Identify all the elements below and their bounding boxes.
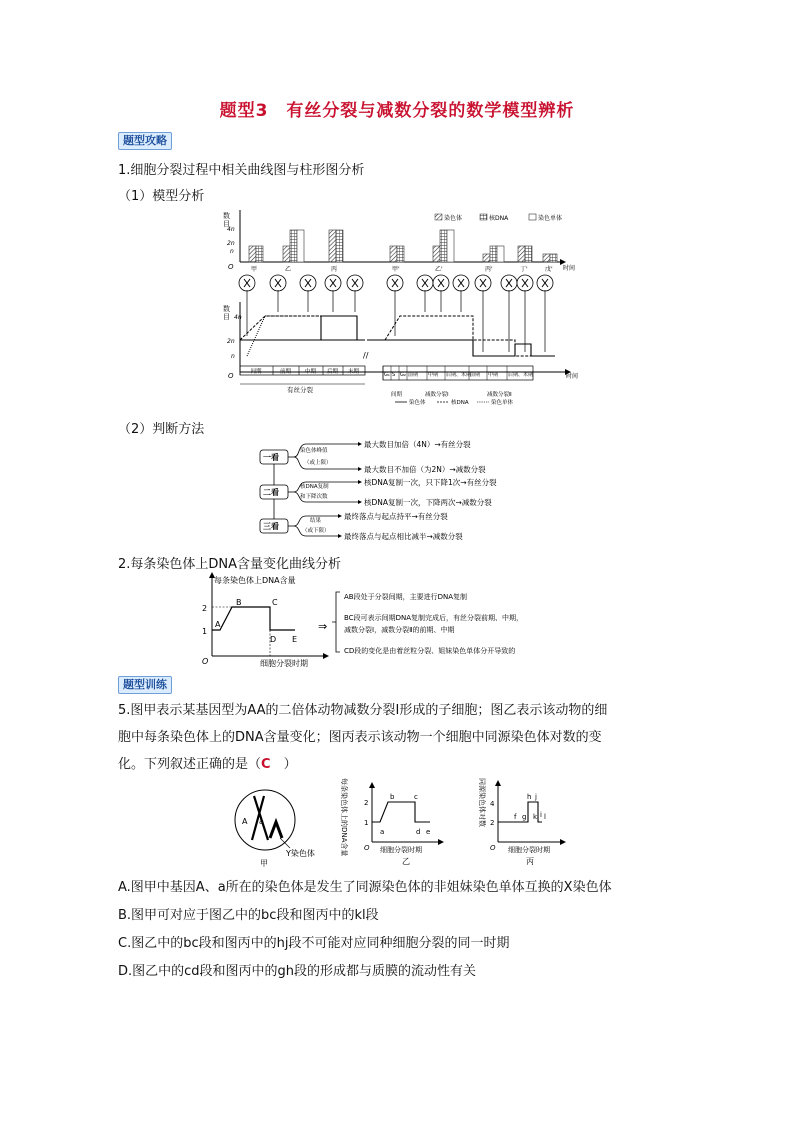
cell-pointer-lines [247, 290, 545, 352]
bing-pt-j: j [535, 793, 537, 801]
meiosis-phase-7: 中期 [488, 372, 499, 378]
fig3-origin: O [202, 657, 209, 666]
bar-label-7: 戊' [545, 266, 553, 273]
rule3: 核DNA复制一次，只下降1次→有丝分裂 [364, 478, 497, 487]
bar-5-2 [497, 246, 504, 262]
meiosis-phase-6: 前期 [470, 372, 481, 378]
bing-ylabel: 同源染色体对数 [478, 778, 486, 827]
q5-figures [230, 778, 580, 870]
option-b[interactable]: B.图甲可对应于图乙中的bc段和图丙中的kl段 [118, 908, 379, 923]
bar-1-0 [283, 246, 290, 262]
bar-4-1 [440, 230, 447, 262]
mitosis-phase-2: 中期 [305, 369, 317, 375]
yi-xlabel: 细胞分裂时期 [380, 846, 422, 854]
bing-y2: 2 [490, 819, 495, 827]
figure-judging-method [258, 436, 538, 546]
bing-pt-k: k [533, 813, 538, 821]
meiosis-phases [383, 366, 533, 380]
yi-pt-e: e [426, 828, 431, 836]
fig1-yn: n [230, 248, 234, 255]
line-legend-dna: 核DNA [451, 400, 469, 406]
yi-origin: O [364, 844, 370, 852]
rule6: 最终落点与起点相比减半→减数分裂 [344, 532, 463, 541]
fig1-line-y4n: 4n [234, 314, 242, 321]
q5-line1: 5.图甲表示某基因型为AA的二倍体动物减数分裂Ⅰ形成的子细胞；图乙表示该动物的细 [118, 703, 608, 718]
fig1-origin: O [228, 263, 234, 271]
fig1-line-y2n: 2n [227, 338, 235, 345]
bar-2-0 [329, 230, 336, 262]
bar-label-3: 甲' [392, 266, 400, 273]
bar-7-0 [543, 254, 550, 262]
legend-chromatid: 染色单体 [538, 215, 563, 222]
bing-y4: 4 [490, 800, 495, 808]
bar-label-2: 丙 [331, 266, 338, 273]
kan3: 三看 [263, 522, 279, 531]
meiosis-phase-2: G₂ [400, 372, 406, 378]
yi-caption: 乙 [402, 857, 410, 866]
criterion2a: 核DNA复制 [300, 484, 329, 490]
fig3-note2b: 减数分裂Ⅰ，减数分裂Ⅱ的前期、中期 [344, 626, 455, 634]
bar-6-1 [525, 246, 532, 262]
yi-pt-b: b [390, 793, 395, 801]
legend-swatch-dna [480, 214, 487, 220]
mitosis-phase-0: 间期 [250, 369, 262, 375]
fig3-pt-B: B [236, 598, 242, 607]
meiosis-dna-line [385, 316, 555, 356]
legend-dna: 核DNA [489, 215, 509, 222]
kan1: 一看 [263, 453, 279, 462]
bar-label-6: 丁' [520, 266, 528, 273]
yi-curve [372, 802, 430, 822]
bar-series-group [249, 230, 557, 262]
page-title: 题型3 有丝分裂与减数分裂的数学模型辨析 [219, 101, 575, 121]
bar-label-1: 乙 [285, 266, 292, 273]
meiosis-phase-3: 前期 [408, 372, 419, 378]
mitosis-phase-1: 前期 [280, 369, 292, 375]
bar-label-4: 乙' [435, 266, 443, 273]
subheading-method: （2）判断方法 [118, 422, 205, 437]
bar-0-1 [256, 246, 263, 262]
mitosis-dna-line [240, 316, 345, 340]
bar-labels-group [251, 265, 553, 273]
rule5: 最终落点与起点持平→有丝分裂 [344, 512, 448, 521]
bar-3-0 [390, 246, 397, 262]
yi-y1: 1 [364, 819, 369, 827]
bing-pt-h: h [527, 793, 532, 801]
meiosis-phase-0: G₁ [384, 372, 390, 378]
jia-chromosome-y [270, 822, 282, 838]
bar-0-0 [249, 246, 256, 262]
meiosis-phase-1: S [392, 372, 396, 378]
bar-2-1 [336, 230, 343, 262]
jia-caption: 甲 [260, 859, 268, 868]
bar-4-0 [433, 246, 440, 262]
figure-dna-per-chromosome [200, 572, 600, 672]
fig1-line-origin: O [228, 372, 234, 380]
fig3-pt-A: A [215, 620, 221, 629]
bar-label-0: 甲 [251, 266, 258, 273]
bing-origin: O [490, 844, 496, 852]
yi-y2: 2 [364, 799, 369, 807]
fig3-y1: 1 [202, 627, 208, 636]
subheading-model: （1）模型分析 [118, 189, 205, 204]
fig1-y4n: 4n [227, 226, 235, 233]
mitosis-phase-3: 后期 [327, 369, 339, 375]
fig1-line-ylab2: 目 [223, 313, 230, 321]
fig1-time-line: 时间 [566, 373, 579, 380]
fig3-pt-D: D [270, 635, 277, 644]
bar-1-2 [297, 230, 304, 262]
line-legend-chromatid: 染色单体 [491, 400, 514, 406]
q5-line3 [118, 752, 297, 778]
fig1-ylab2: 目 [223, 220, 230, 228]
criterion3b: （或下限） [302, 528, 330, 534]
criterion3a: 结果 [310, 518, 322, 524]
legend-swatch-chromosome [435, 214, 442, 220]
jia-A: A [242, 817, 248, 826]
axis-break: // [363, 351, 369, 360]
rule2: 最大数目不加倍（为2N）→减数分裂 [364, 465, 486, 474]
fig3-ylabel: 每条染色体上DNA含量 [214, 576, 296, 585]
bing-pt-g: g [522, 813, 527, 821]
option-c[interactable]: C.图乙中的bc段和图丙中的hj段不可能对应同种细胞分裂的同一时期 [118, 936, 510, 951]
section-heading-1: 1.细胞分裂过程中相关曲线图与柱形图分析 [118, 163, 365, 178]
option-a[interactable]: A.图甲中基因A、a所在的染色体是发生了同源染色体的非姐妹染色单体互换的X染色体 [118, 880, 612, 895]
fig3-pt-C: C [272, 598, 278, 607]
bar-1-1 [290, 230, 297, 262]
jia-a: a [259, 817, 264, 826]
meiosis-phase-8: 后期、末期 [508, 372, 534, 378]
q5-line3a: 化。下列叙述正确的是（ [118, 757, 262, 772]
bar-label-5: 丙' [485, 266, 493, 273]
meiosis-phase-5: 后期、末期 [446, 372, 472, 378]
q5-answer: C [261, 757, 271, 772]
criterion2b: 和下降次数 [300, 494, 328, 500]
meiosis-interphase-label: 间期 [391, 392, 403, 398]
fig3-note2a: BC段可表示间期DNA复制完成后，有丝分裂前期、中期， [344, 614, 523, 622]
fig3-xlabel: 细胞分裂时期 [260, 659, 308, 668]
legend-swatch-chromatid [529, 214, 536, 220]
fig1-line-yn: n [231, 353, 235, 360]
section-tag-practice: 题型训练 [118, 676, 172, 694]
legend-chromosome: 染色体 [444, 215, 463, 222]
criterion1b: （或上限） [304, 460, 332, 466]
fig1-line-ylab1: 数 [223, 305, 230, 313]
option-d[interactable]: D.图乙中的cd段和图丙中的gh段的形成都与质膜的流动性有关 [118, 964, 477, 979]
section-heading-2: 2.每条染色体上DNA含量变化曲线分析 [118, 557, 342, 572]
line-legend-chromosome: 染色体 [409, 400, 426, 406]
fig3-arrow: ⇒ [318, 620, 328, 633]
meiosis-chromosome-line [367, 340, 555, 356]
mitosis-phase-4: 末期 [348, 369, 360, 375]
q5-line2: 胞中每条染色体上的DNA含量变化；图丙表示该动物一个细胞中同源染色体对数的变 [118, 730, 602, 745]
fig3-pt-E: E [292, 635, 298, 644]
figure-cell-division-bars-and-curves [225, 206, 590, 406]
mitosis-chromosome-peak [321, 316, 365, 340]
cell-icons-row [239, 275, 553, 291]
yi-pt-a: a [380, 828, 385, 836]
bar-4-2 [447, 230, 454, 262]
fig1-y2n: 2n [227, 240, 235, 247]
mitosis-phases [240, 366, 360, 375]
yi-pt-c: c [414, 793, 418, 801]
bing-pt-l: l [544, 813, 546, 821]
meiosis-phase-4: 中期 [428, 372, 439, 378]
criterion1a: 染色体峰值 [300, 448, 328, 454]
fig1-time-bars: 时间 [563, 265, 576, 272]
fig3-y2: 2 [202, 604, 208, 613]
fig3-note1: AB段处于分裂间期，主要进行DNA复制 [344, 593, 468, 601]
meiosis2-label: 减数分裂Ⅱ [487, 392, 512, 398]
fig3-note3: CD段的变化是由着丝粒分裂、姐妹染色单体分开导致的 [344, 647, 516, 655]
fig3-curve [212, 607, 295, 630]
jia-y-label: Y染色体 [286, 849, 315, 858]
rule4: 核DNA复制一次，下降两次→减数分裂 [364, 498, 492, 507]
bar-5-1 [490, 246, 497, 262]
section-tag-strategy: 题型攻略 [118, 132, 172, 150]
bar-5-0 [483, 254, 490, 262]
bing-pt-i: i [540, 811, 542, 819]
kan2: 二看 [263, 488, 279, 497]
mitosis-chromatid-line [247, 316, 325, 356]
bar-6-0 [518, 246, 525, 262]
yi-pt-d: d [416, 828, 421, 836]
bing-caption: 丙 [526, 857, 534, 866]
bing-xlabel: 细胞分裂时期 [508, 846, 550, 854]
fig1-ylab1: 数 [223, 212, 230, 220]
rule1: 最大数目加倍（4N）→有丝分裂 [364, 440, 471, 449]
q5-line3b: ） [270, 757, 297, 772]
yi-ylabel: 每条染色体上的DNA含量 [340, 778, 348, 857]
mitosis-label: 有丝分裂 [287, 386, 313, 394]
bing-pt-f: f [514, 813, 517, 821]
meiosis1-label: 减数分裂Ⅰ [425, 392, 449, 398]
bar-3-1 [397, 246, 404, 262]
bar-7-1 [550, 254, 557, 262]
